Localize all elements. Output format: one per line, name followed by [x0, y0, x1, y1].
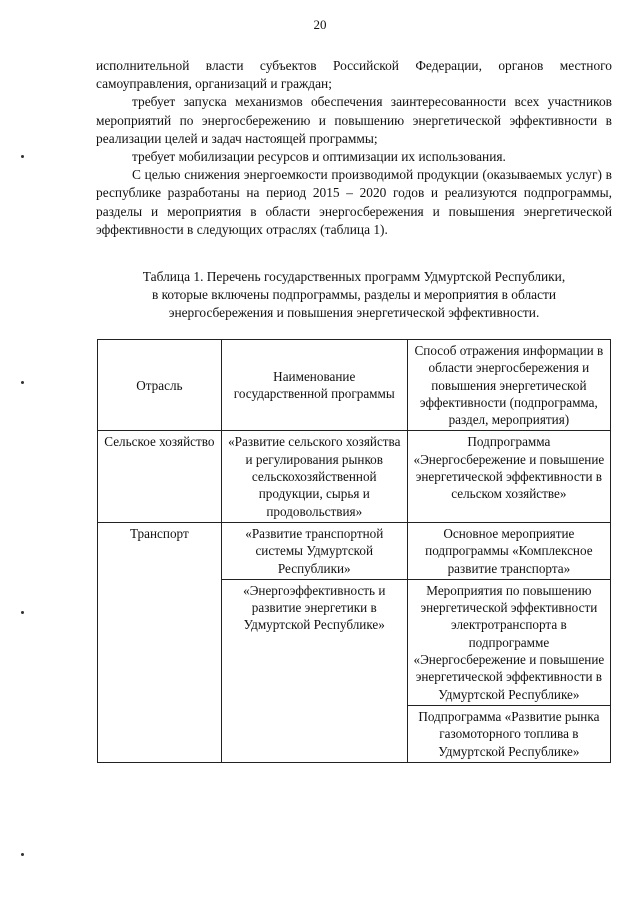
paragraph: требует мобилизации ресурсов и оптимизации их использования. — [132, 149, 506, 165]
table-caption-line: в которые включены подпрограммы, разделы и мероприятия в области — [151, 287, 557, 303]
margin-dot — [21, 853, 24, 856]
margin-dot — [21, 381, 24, 384]
paragraph: требует запуска механизмов обеспечения заинтересованности всех участников мероприятий по энергосбережению и повышению энергетической эффективности в реализации целей и задач настоящей программы; — [96, 94, 612, 146]
margin-dot — [21, 611, 24, 614]
body-text — [96, 57, 612, 239]
table-row — [98, 431, 611, 522]
paragraph: С целью снижения энергоемкости производимой продукции (оказываемых услуг) в республике разработаны на период 2015 – 2020 годов и реализуются подпрограммы, разделы и мероприятия в области энергосбережения и повышения энергетической эффективности в следующих отраслях (таблица 1). — [96, 167, 612, 237]
cell-method: Основное мероприятие подпрограммы «Комплексное развитие транспорта» — [407, 522, 610, 579]
header-sector: Отрасль — [98, 340, 222, 431]
cell-sector: Сельское хозяйство — [98, 431, 222, 522]
cell-program: «Энергоэффективность и развитие энергетики в Удмуртской Республике» — [221, 579, 407, 762]
paragraph: исполнительной власти субъектов Российской Федерации, органов местного самоуправления, организаций и граждан; — [96, 58, 612, 92]
cell-method: Мероприятия по повышению энергетической эффективности электротранспорта в подпрограмме «Энергосбережение и повышение энергетической эффективности в Удмуртской Республике» — [407, 579, 610, 705]
cell-sector: Транспорт — [98, 522, 222, 762]
cell-program: «Развитие сельского хозяйства и регулирования рынков сельскохозяйственной продукции, сырья и продовольствия» — [221, 431, 407, 522]
table-caption-line: энергосбережения и повышения энергетической эффективности. — [168, 305, 540, 321]
page-number: 20 — [313, 17, 327, 32]
cell-method: Подпрограмма «Энергосбережение и повышение энергетической эффективности в сельском хозяйстве» — [407, 431, 610, 522]
table-caption — [96, 268, 612, 323]
programs-table — [97, 339, 611, 763]
cell-program: «Развитие транспортной системы Удмуртской Республики» — [221, 522, 407, 579]
margin-dot — [21, 155, 24, 158]
header-program: Наименование государственной программы — [221, 340, 407, 431]
table-caption-line: Таблица 1. Перечень государственных программ Удмуртской Республики, — [142, 269, 566, 284]
header-method: Способ отражения информации в области энергосбережения и повышения энергетической эффективности (подпрограмма, раздел, мероприятия) — [407, 340, 610, 431]
table-row — [98, 522, 611, 579]
table-header-row — [98, 340, 611, 431]
cell-method: Подпрограмма «Развитие рынка газомоторного топлива в Удмуртской Республике» — [407, 705, 610, 762]
